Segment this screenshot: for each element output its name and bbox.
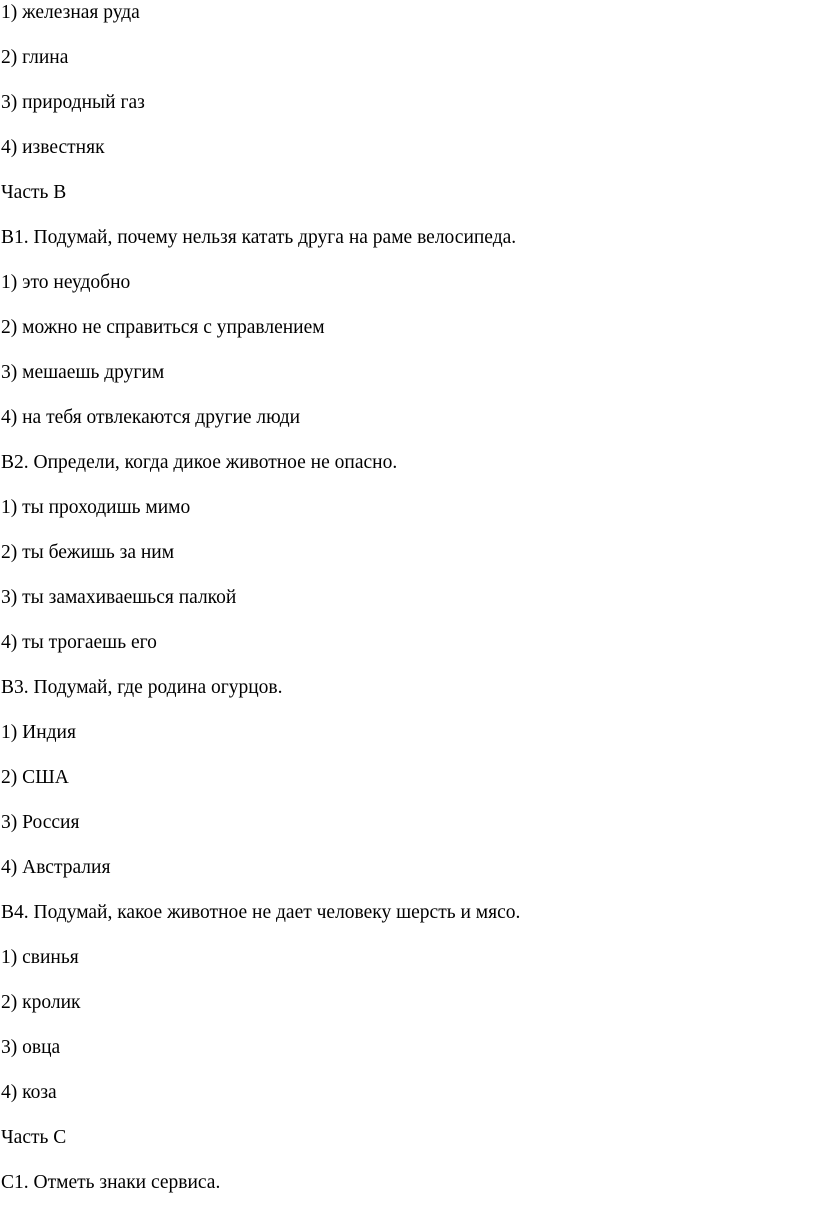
answer-option: 4) коза: [1, 1082, 57, 1103]
answer-option: 1) железная руда: [1, 2, 140, 23]
question-text: В3. Подумай, где родина огурцов.: [1, 677, 283, 698]
answer-option: 4) ты трогаешь его: [1, 632, 157, 653]
answer-option: 4) Австралия: [1, 857, 111, 878]
answer-option: 3) овца: [1, 1037, 61, 1058]
answer-option: 1) ты проходишь мимо: [1, 497, 191, 518]
answer-option: 2) можно не справиться с управлением: [1, 317, 325, 338]
question-text: С1. Отметь знаки сервиса.: [1, 1172, 221, 1193]
question-text: В2. Определи, когда дикое животное не опасно.: [1, 452, 398, 473]
answer-option: 3) Россия: [1, 812, 80, 833]
answer-option: 4) известняк: [1, 137, 105, 158]
answer-option: 2) США: [1, 767, 69, 788]
section-heading: Часть С: [1, 1127, 67, 1148]
answer-option: 3) ты замахиваешься палкой: [1, 587, 237, 608]
question-text: В4. Подумай, какое животное не дает человеку шерсть и мясо.: [1, 902, 521, 923]
answer-option: 1) свинья: [1, 947, 79, 968]
answer-option: 2) глина: [1, 47, 69, 68]
answer-option: 1) это неудобно: [1, 272, 131, 293]
answer-option: 4) на тебя отвлекаются другие люди: [1, 407, 301, 428]
question-text: В1. Подумай, почему нельзя катать друга на раме велосипеда.: [1, 227, 517, 248]
answer-option: 3) природный газ: [1, 92, 145, 113]
answer-option: 1) Индия: [1, 722, 76, 743]
section-heading: Часть В: [1, 182, 67, 203]
answer-option: 2) кролик: [1, 992, 81, 1013]
answer-option: 3) мешаешь другим: [1, 362, 165, 383]
answer-option: 2) ты бежишь за ним: [1, 542, 175, 563]
